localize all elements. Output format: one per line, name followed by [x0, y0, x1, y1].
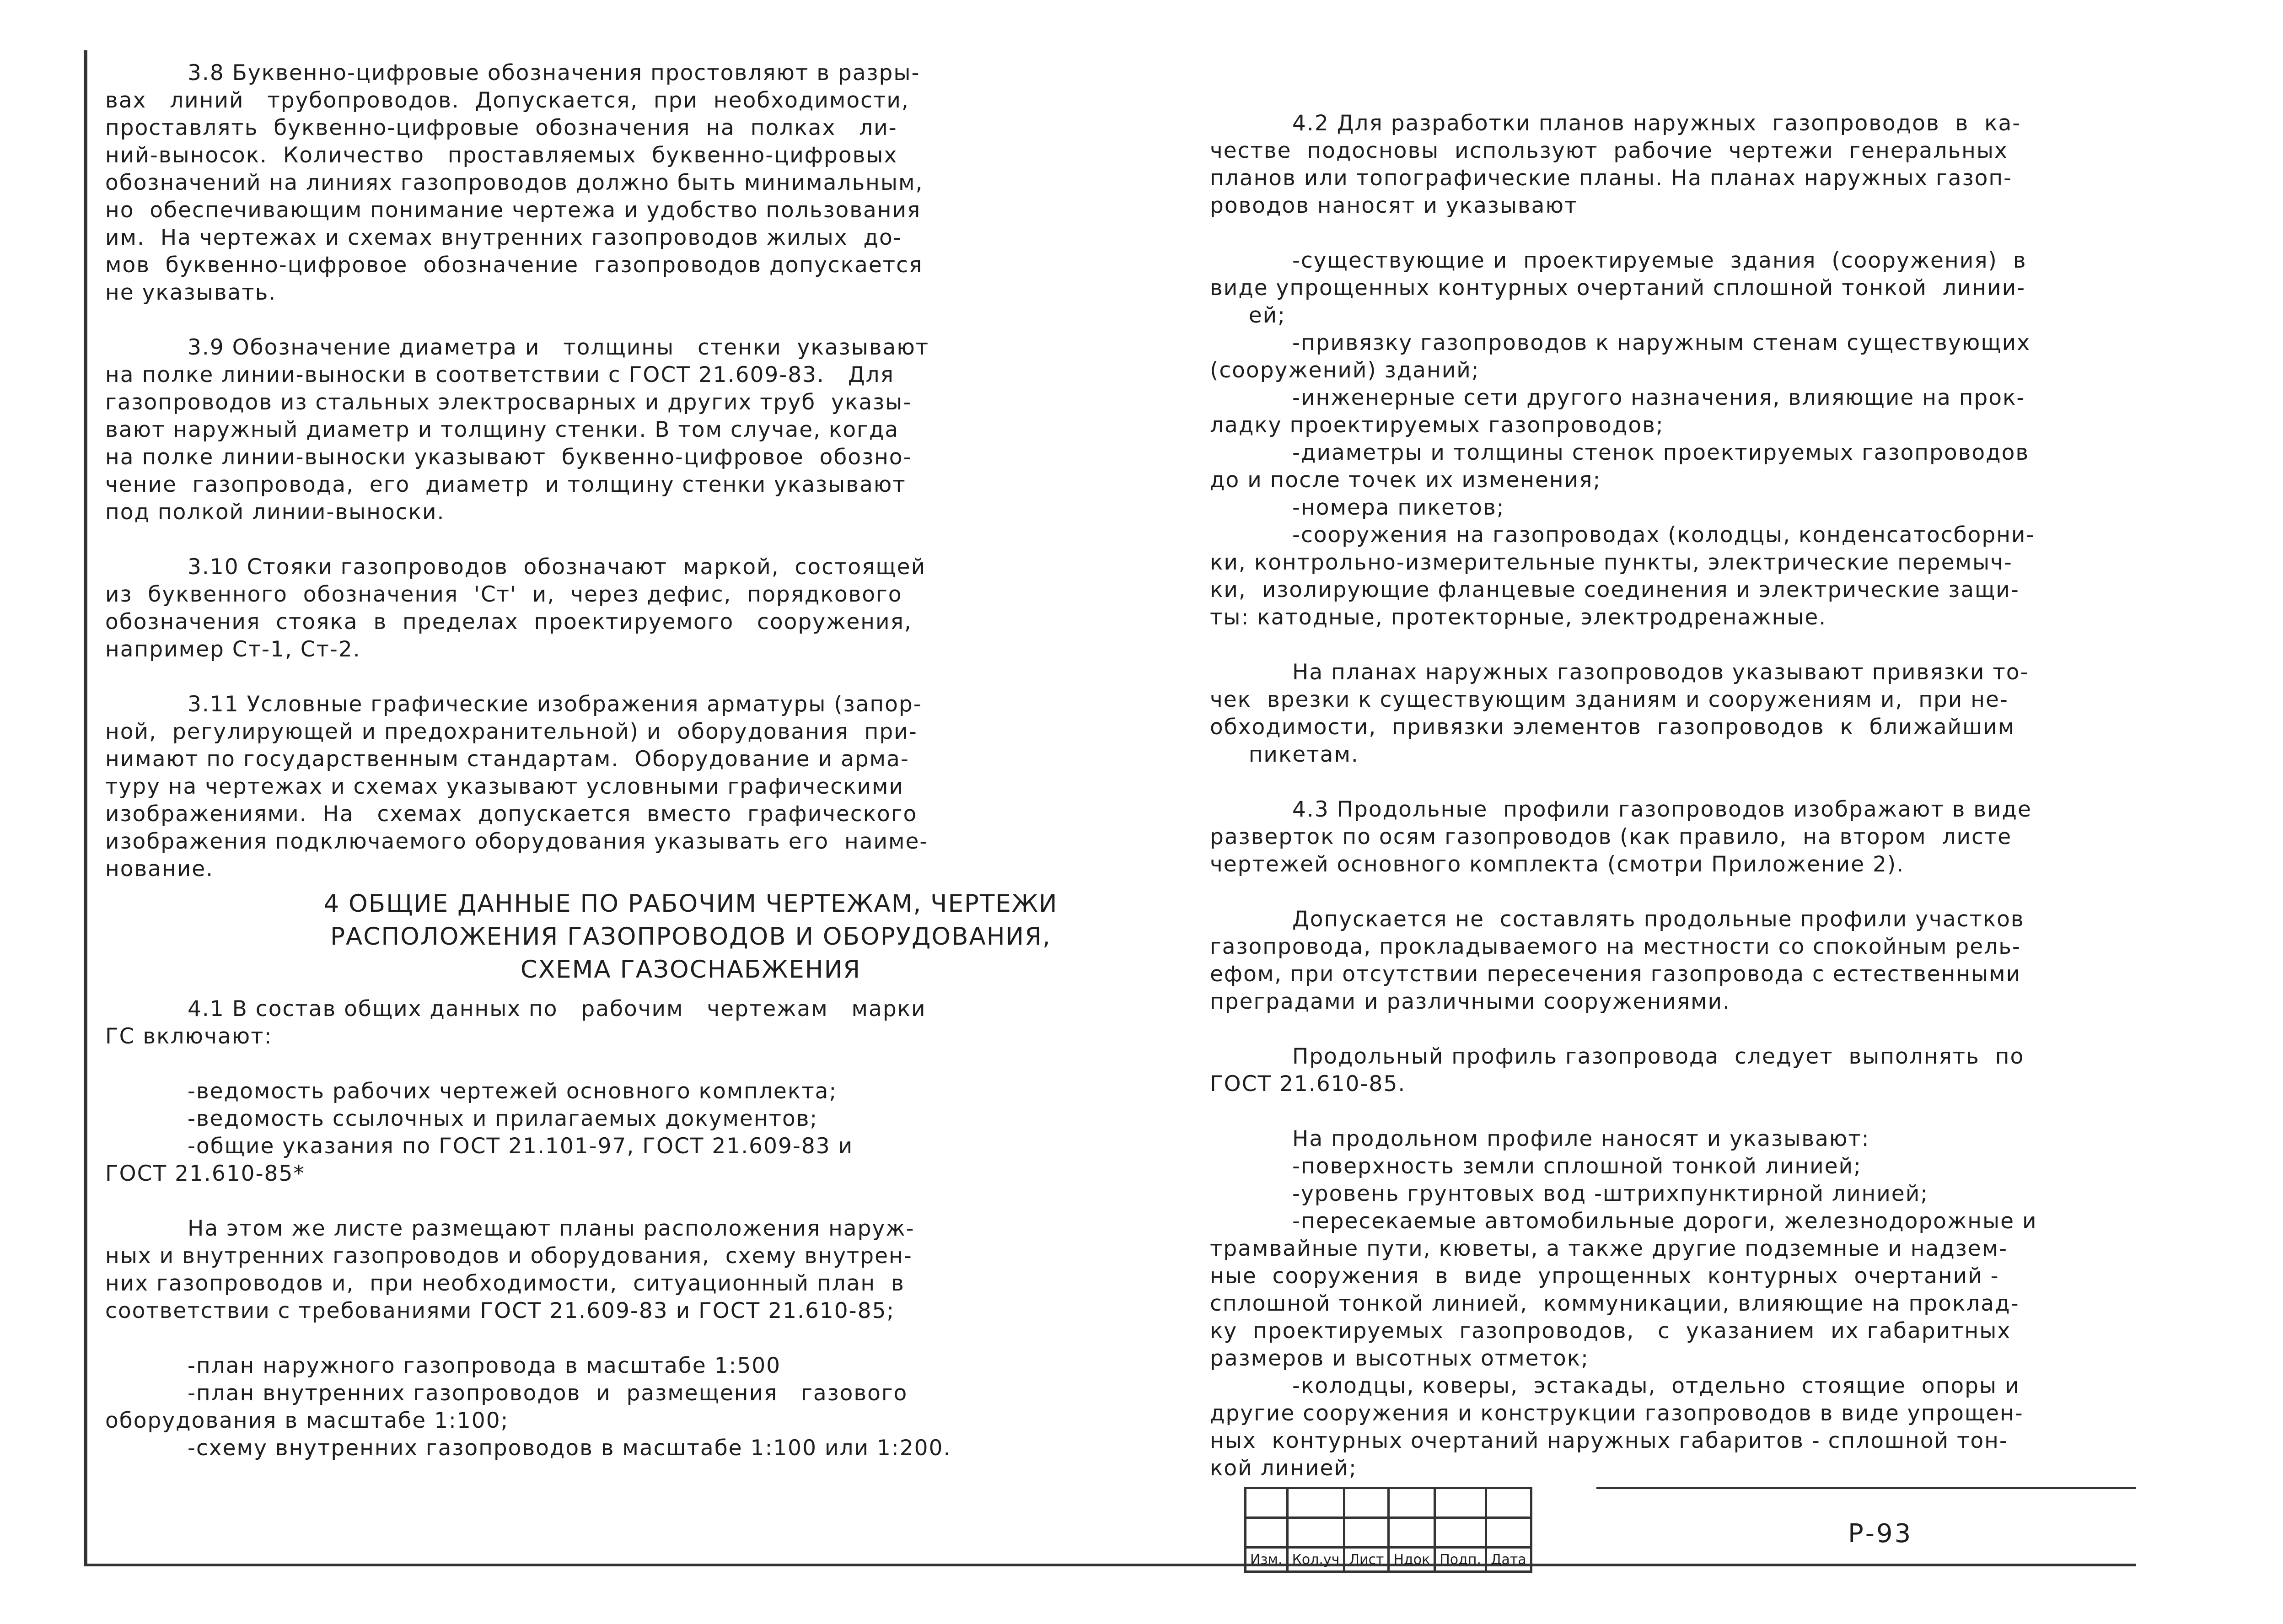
- heading-line: 4 ОБЩИЕ ДАННЫЕ ПО РАБОЧИМ ЧЕРТЕЖАМ, ЧЕРТЕЖИ: [323, 890, 1058, 918]
- paragraph-gap: [105, 526, 1185, 554]
- heading-line: СХЕМА ГАЗОСНАБЖЕНИЯ: [520, 956, 861, 984]
- text-line: виде упрощенных контурных очертаний сплошной тонкой линии-: [1210, 275, 2026, 301]
- text-line: из буквенного обозначения 'Ст' и, через дефис, порядкового: [105, 582, 902, 607]
- text-line: -пересекаемые автомобильные дороги, железнодорожные и: [1292, 1209, 2037, 1234]
- text-line: планов или топографические планы. На планах наружных газоп-: [1210, 166, 2013, 191]
- text-line: -привязку газопроводов к наружным стенам существующих: [1292, 330, 2031, 355]
- text-line: нимают по государственным стандартам. Оборудование и арма-: [105, 747, 909, 772]
- stamp-header-cell: Изм.: [1246, 1548, 1288, 1572]
- text-line: до и после точек их изменения;: [1210, 468, 1601, 493]
- text-line: кой линией;: [1210, 1456, 1357, 1481]
- right-column-text-block: [1210, 110, 2239, 1482]
- text-line: изображениями. На схемах допускается вместо графического: [105, 801, 918, 827]
- sheet-code: Р-93: [1848, 1519, 1913, 1549]
- text-line: разверток по осям газопроводов (как правило, на втором листе: [1210, 824, 2012, 850]
- text-line: -план внутренних газопроводов и размещения газового: [188, 1381, 908, 1406]
- heading-line: РАСПОЛОЖЕНИЯ ГАЗОПРОВОДОВ И ОБОРУДОВАНИЯ,: [330, 923, 1051, 951]
- paragraph-gap: [105, 663, 1185, 691]
- text-line: -номера пикетов;: [1292, 495, 1505, 520]
- text-line: соответствии с требованиями ГОСТ 21.609-83 и ГОСТ 21.610-85;: [105, 1298, 895, 1323]
- text-line: ей;: [1210, 303, 1286, 328]
- section-4-heading: [105, 887, 1185, 986]
- text-line: На планах наружных газопроводов указывают привязки то-: [1292, 660, 2029, 685]
- text-line: вают наружный диаметр и толщину стенки. В том случае, когда: [105, 417, 899, 442]
- text-line: 3.8 Буквенно-цифровые обозначения простовляют в разры-: [188, 60, 920, 86]
- text-line: сплошной тонкой линией, коммуникации, влияющие на проклад-: [1210, 1291, 2020, 1316]
- text-line: На продольном профиле наносят и указывают:: [1292, 1126, 1870, 1151]
- text-line: -план наружного газопровода в масштабе 1:500: [188, 1353, 781, 1378]
- paragraph-gap: [1210, 220, 2239, 247]
- text-line: Допускается не составлять продольные профили участков: [1292, 907, 2025, 932]
- text-line: ты: катодные, протекторные, электродренажные.: [1210, 605, 1827, 630]
- paragraph-gap: [105, 1325, 1185, 1352]
- frame-left-border: [84, 50, 87, 1565]
- left-column: [105, 59, 1185, 1462]
- stamp-header-cell: Кол.уч: [1287, 1548, 1344, 1572]
- text-line: На этом же листе размещают планы расположения наруж-: [188, 1216, 915, 1241]
- text-line: на полке линии-выноски указывают буквенно-цифровое обозно-: [105, 445, 912, 470]
- text-line: например Ст-1, Ст-2.: [105, 637, 361, 662]
- text-line: честве подосновы используют рабочие чертежи генеральных: [1210, 138, 2008, 163]
- text-line: оборудования в масштабе 1:100;: [105, 1408, 509, 1433]
- left-column-text-block-1: [105, 59, 1185, 883]
- text-line: ки, изолирующие фланцевые соединения и электрические защи-: [1210, 577, 2020, 602]
- text-line: но обеспечивающим понимание чертежа и удобство пользования: [105, 198, 921, 223]
- stamp-header-cell: Ндок: [1389, 1548, 1435, 1572]
- text-line: ефом, при отсутствии пересечения газопровода с естественными: [1210, 962, 2021, 987]
- stamp-bottom-line: [1596, 1564, 2136, 1566]
- text-line: -уровень грунтовых вод -штрихпунктирной линией;: [1292, 1181, 1929, 1206]
- stamp-header-cell: Подп.: [1435, 1548, 1486, 1572]
- text-line: обозначений на линиях газопроводов должно быть минимальным,: [105, 170, 924, 195]
- title-block-stamp: [1244, 1487, 1532, 1573]
- text-line: мов буквенно-цифровое обозначение газопроводов допускается: [105, 253, 923, 278]
- text-line: 3.11 Условные графические изображения арматуры (запор-: [188, 692, 922, 717]
- text-line: 3.9 Обозначение диаметра и толщины стенки указывают: [188, 335, 929, 360]
- text-line: ной, регулирующей и предохранительной) и оборудования при-: [105, 719, 918, 744]
- paragraph-gap: [1210, 1016, 2239, 1043]
- text-line: -сооружения на газопроводах (колодцы, конденсатосборни-: [1292, 522, 2035, 548]
- paragraph-gap: [1210, 631, 2239, 659]
- text-line: обозначения стояка в пределах проектируемого сооружения,: [105, 609, 912, 635]
- paragraph-gap: [105, 1188, 1185, 1215]
- text-line: изображения подключаемого оборудования указывать его наиме-: [105, 829, 929, 854]
- text-line: газопроводов из стальных электросварных и других труб указы-: [105, 390, 912, 415]
- text-line: -схему внутренних газопроводов в масштабе 1:100 или 1:200.: [188, 1436, 951, 1461]
- text-line: пикетам.: [1210, 742, 1359, 767]
- text-line: ГОСТ 21.610-85.: [1210, 1071, 1406, 1097]
- text-line: ных и внутренних газопроводов и оборудования, схему внутрен-: [105, 1243, 913, 1269]
- text-line: вах линий трубопроводов. Допускается, при необходимости,: [105, 88, 909, 113]
- text-line: ГС включают:: [105, 1024, 273, 1049]
- text-line: ных контурных очертаний наружных габаритов - сплошной тон-: [1210, 1428, 2008, 1453]
- text-line: -общие указания по ГОСТ 21.101-97, ГОСТ 21.609-83 и: [188, 1134, 854, 1159]
- text-line: ладку проектируемых газопроводов;: [1210, 413, 1664, 438]
- paragraph-gap: [105, 307, 1185, 334]
- left-column-text-block-2: [105, 995, 1185, 1462]
- text-line: -существующие и проектируемые здания (сооружения) в: [1292, 248, 2027, 273]
- text-line: -поверхность земли сплошной тонкой линией;: [1292, 1154, 1862, 1179]
- text-line: Продольный профиль газопровода следует выполнять по: [1292, 1044, 2025, 1069]
- text-line: туру на чертежах и схемах указывают условными графическими: [105, 774, 904, 799]
- text-line: 4.3 Продольные профили газопроводов изображают в виде: [1292, 797, 2032, 822]
- text-line: -ведомость ссылочных и прилагаемых документов;: [188, 1106, 818, 1131]
- text-line: размеров и высотных отметок;: [1210, 1346, 1589, 1371]
- stamp-header-row: [1246, 1548, 1531, 1572]
- text-line: 4.1 В состав общих данных по рабочим чертежам марки: [188, 996, 926, 1022]
- paragraph-gap: [105, 1050, 1185, 1078]
- text-line: под полкой линии-выноски.: [105, 500, 445, 525]
- text-line: (сооружений) зданий;: [1210, 358, 1480, 383]
- text-line: ные сооружения в виде упрощенных контурных очертаний -: [1210, 1264, 1999, 1289]
- text-line: чертежей основного комплекта (смотри Приложение 2).: [1210, 852, 1905, 877]
- paragraph-gap: [1210, 878, 2239, 906]
- text-line: проставлять буквенно-цифровые обозначения на полках ли-: [105, 115, 897, 140]
- text-line: на полке линии-выноски в соответствии с ГОСТ 21.609-83. Для: [105, 362, 894, 387]
- stamp-header-cell: Дата: [1486, 1548, 1531, 1572]
- text-line: трамвайные пути, кюветы, а также другие подземные и надзем-: [1210, 1236, 2008, 1261]
- paragraph-gap: [1210, 1098, 2239, 1125]
- text-line: ки, контрольно-измерительные пункты, электрические перемыч-: [1210, 550, 2013, 575]
- text-line: ГОСТ 21.610-85*: [105, 1161, 305, 1186]
- text-line: роводов наносят и указывают: [1210, 193, 1578, 218]
- text-line: им. На чертежах и схемах внутренних газопроводов жилых до-: [105, 225, 902, 250]
- text-line: 3.10 Стояки газопроводов обозначают маркой, состоящей: [188, 554, 926, 580]
- text-line: газопровода, прокладываемого на местности со спокойным рель-: [1210, 934, 2021, 959]
- text-line: 4.2 Для разработки планов наружных газопроводов в ка-: [1292, 111, 2021, 136]
- right-column: [1210, 110, 2239, 1482]
- text-line: другие сооружения и конструкции газопроводов в виде упрощен-: [1210, 1401, 2024, 1426]
- text-line: ний-выносок. Количество проставляемых буквенно-цифровых: [105, 143, 898, 168]
- stamp-top-line: [1596, 1487, 2136, 1489]
- text-line: -диаметры и толщины стенок проектируемых газопроводов: [1292, 440, 2030, 465]
- text-line: -ведомость рабочих чертежей основного комплекта;: [188, 1079, 838, 1104]
- text-line: преградами и различными сооружениями.: [1210, 989, 1731, 1014]
- text-line: нование.: [105, 856, 214, 882]
- text-line: -инженерные сети другого назначения, влияющие на прок-: [1292, 385, 2025, 410]
- text-line: них газопроводов и, при необходимости, ситуационный план в: [105, 1271, 905, 1296]
- stamp-header-cell: Лист: [1344, 1548, 1389, 1572]
- text-line: обходимости, привязки элементов газопроводов к ближайшим: [1210, 715, 2015, 740]
- text-line: чек врезки к существующим зданиям и сооружениям и, при не-: [1210, 687, 2009, 712]
- text-line: чение газопровода, его диаметр и толщину стенки указывают: [105, 472, 906, 497]
- text-line: ку проектируемых газопроводов, с указанием их габаритных: [1210, 1318, 2011, 1344]
- paragraph-gap: [1210, 769, 2239, 796]
- text-line: не указывать.: [105, 280, 277, 305]
- text-line: -колодцы, коверы, эстакады, отдельно стоящие опоры и: [1292, 1373, 2020, 1398]
